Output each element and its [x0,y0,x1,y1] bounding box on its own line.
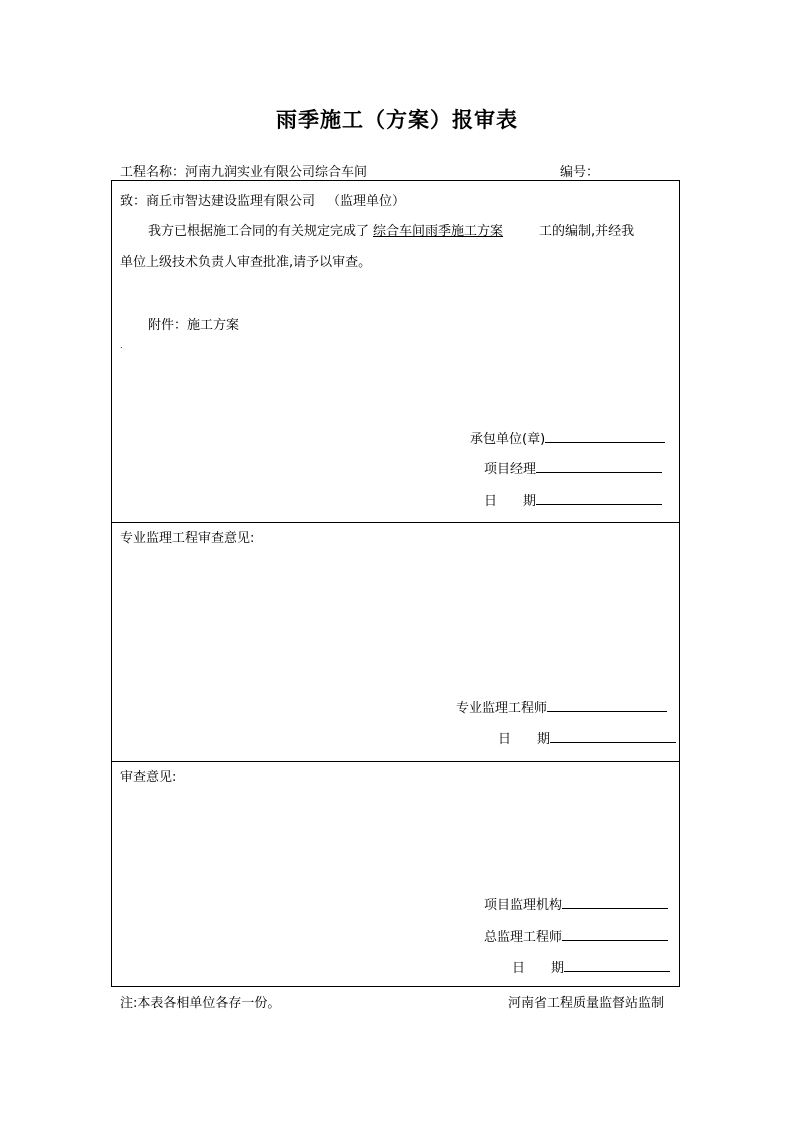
body-line-1 [148,220,634,239]
date-label-3: 日 期 [512,961,565,976]
footer-issuer: 河南省工程质量监督站监制 [508,996,665,1011]
date-row-2 [498,728,676,747]
approval-form-table [111,180,680,987]
date-label-2: 日 期 [498,732,551,747]
addressee-line [120,190,405,209]
body-line-2: 单位上级技术负责人审查批准,请予以审查。 [120,255,372,270]
to-label: 致： [120,194,147,209]
stray-dot: . [120,341,123,350]
org-blank[interactable] [562,894,668,909]
submission-section [112,181,679,523]
review-opinion-heading: 审查意见: [120,770,177,785]
to-note: （监理单位） [327,194,406,209]
contractor-label: 承包单位(章) [470,432,546,447]
contractor-signature-row [470,428,665,447]
plan-name-fill: 综合车间雨季施工方案 [373,224,504,239]
specialist-blank[interactable] [547,697,667,712]
date-blank-1[interactable] [536,490,662,505]
contractor-blank[interactable] [545,428,665,443]
to-unit: 商丘市智达建设监理有限公司 [146,194,316,209]
footer-note: 注:本表各相单位各存一份。 [120,996,281,1011]
chief-signature-row [484,926,668,945]
review-opinion-section [112,762,679,988]
chief-blank[interactable] [562,926,668,941]
specialist-label: 专业监理工程师 [456,701,548,716]
project-name-row [120,161,367,180]
body-line1-suffix: 工的编制,并经我 [539,224,635,239]
date-label-1: 日 期 [484,494,537,509]
date-blank-3[interactable] [564,957,670,972]
specialist-review-heading: 专业监理工程审查意见: [120,531,255,546]
specialist-signature-row [456,697,667,716]
form-title: 雨季施工（方案）报审表 [276,107,518,132]
chief-label: 总监理工程师 [484,930,563,945]
number-label: 编号： [560,165,600,180]
manager-blank[interactable] [536,458,662,473]
body-line1-prefix: 我方已根据施工合同的有关规定完成了 [148,224,370,239]
manager-signature-row [484,458,662,477]
manager-label: 项目经理 [484,462,537,477]
date-row-1 [484,490,662,509]
date-row-3 [512,957,670,976]
project-label: 工程名称： [120,165,186,180]
org-signature-row [484,894,668,913]
project-name: 河南九润实业有限公司综合车间 [185,165,368,180]
attachment-line: 附件：施工方案 [148,318,240,333]
org-label: 项目监理机构 [484,898,563,913]
date-blank-2[interactable] [550,728,676,743]
specialist-review-section [112,523,679,762]
